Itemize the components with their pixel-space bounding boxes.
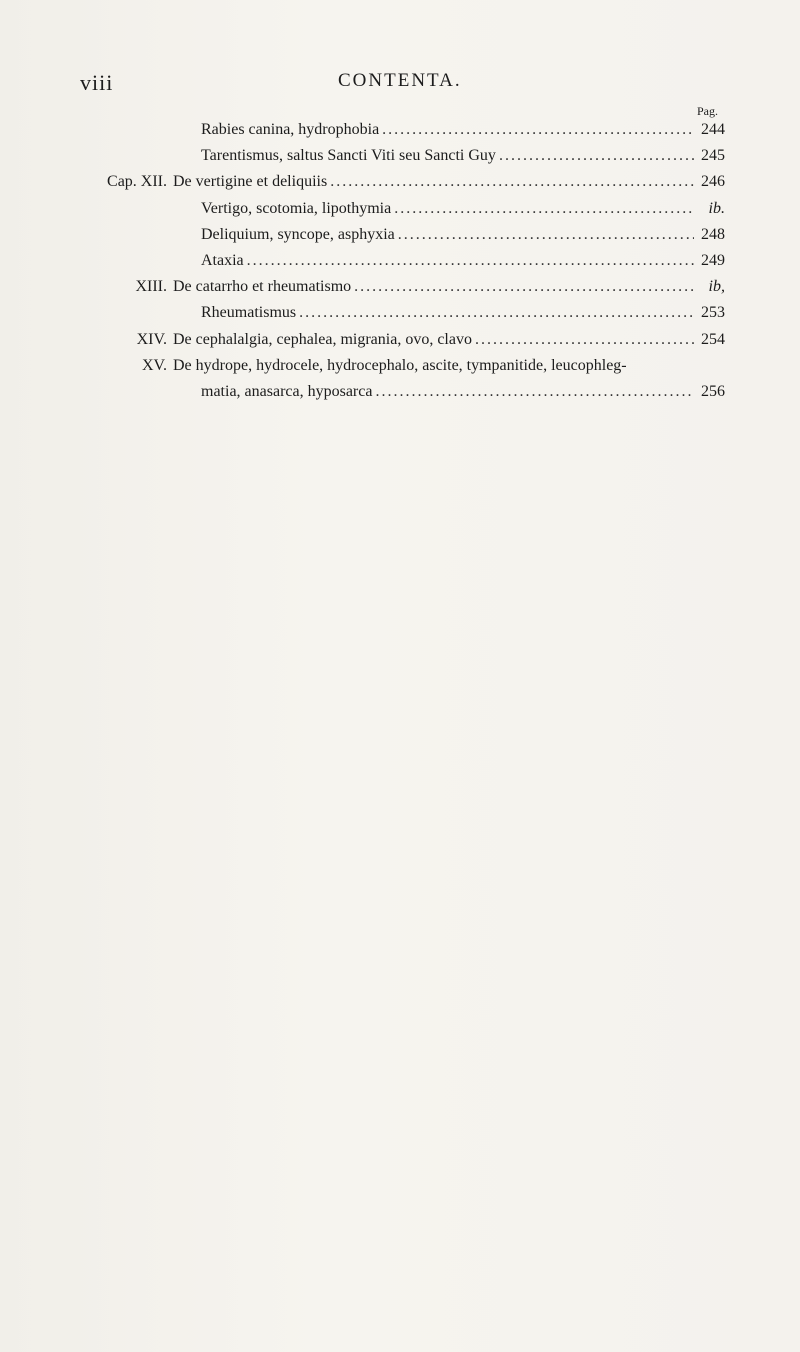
toc-entry xyxy=(0,143,800,169)
running-head: CONTENTA. xyxy=(338,70,462,91)
toc-entry xyxy=(0,169,800,195)
toc-page-ref: 253 xyxy=(701,304,725,322)
toc-entry-body xyxy=(201,379,725,405)
table-of-contents xyxy=(0,117,800,405)
toc-entry-body xyxy=(201,222,725,248)
dot-leader xyxy=(382,117,694,143)
toc-entry-body xyxy=(201,300,725,326)
toc-entry-title: De cephalalgia, cephalea, migrania, ovo, clavo xyxy=(173,330,472,348)
dot-leader xyxy=(247,248,694,274)
toc-entry xyxy=(0,300,800,326)
dot-leader xyxy=(354,274,694,300)
toc-entry-title: Tarentismus, saltus Sancti Viti seu Sancti Guy xyxy=(201,147,496,165)
dot-leader xyxy=(398,222,694,248)
toc-entry xyxy=(0,196,800,222)
toc-page-ref: 254 xyxy=(701,330,725,348)
toc-page-ref: 248 xyxy=(701,225,725,243)
dot-leader xyxy=(475,327,694,353)
toc-page-ref: ib. xyxy=(708,199,725,217)
toc-entry xyxy=(0,353,800,379)
dot-leader xyxy=(330,169,694,195)
toc-page-ref: 245 xyxy=(701,147,725,165)
toc-entry-title: De catarrho et rheumatismo xyxy=(173,278,352,296)
toc-entry xyxy=(0,327,800,353)
toc-entry-title: Ataxia xyxy=(201,251,244,269)
toc-entry-title: Rabies canina, hydrophobia xyxy=(201,121,380,138)
dot-leader xyxy=(299,300,694,326)
toc-entry-title: De vertigine et deliquiis xyxy=(173,173,328,191)
toc-entry xyxy=(0,274,800,300)
toc-entry-continuation xyxy=(0,379,800,405)
toc-entry-title: Rheumatismus xyxy=(201,304,297,322)
toc-entry-body xyxy=(201,196,725,222)
dot-leader xyxy=(375,379,694,405)
toc-entry-title: Deliquium, syncope, asphyxia xyxy=(201,225,395,243)
toc-entry xyxy=(0,248,800,274)
chapter-label: XV. xyxy=(141,356,167,374)
toc-entry-body xyxy=(173,274,725,300)
toc-page-ref: 246 xyxy=(701,173,725,191)
toc-entry-title: Vertigo, scotomia, lipothymia xyxy=(201,199,392,217)
dot-leader xyxy=(394,196,694,222)
toc-page-ref: 256 xyxy=(701,382,725,400)
toc-entry xyxy=(0,222,800,248)
chapter-label: XIII. xyxy=(135,278,167,296)
toc-entry-body xyxy=(173,169,725,195)
chapter-label: XIV. xyxy=(136,330,167,348)
toc-page-ref: 249 xyxy=(701,251,725,269)
toc-entry-title: matia, anasarca, hyposarca xyxy=(201,382,373,400)
toc-entry xyxy=(0,117,800,143)
toc-entry-body xyxy=(201,143,725,169)
chapter-label: Cap. XII. xyxy=(107,173,167,191)
toc-page-ref: 244 xyxy=(701,121,725,138)
page-column-label: Pag. xyxy=(697,104,718,118)
dot-leader xyxy=(499,143,694,169)
toc-entry-title: De hydrope, hydrocele, hydrocephalo, ascite, tympanitide, leucophleg- xyxy=(173,356,627,374)
toc-entry-body xyxy=(173,327,725,353)
toc-entry-body xyxy=(201,117,725,143)
toc-entry-body xyxy=(173,353,725,379)
toc-page-ref: ib, xyxy=(708,278,725,296)
page-number: viii xyxy=(80,70,114,95)
toc-entry-body xyxy=(201,248,725,274)
